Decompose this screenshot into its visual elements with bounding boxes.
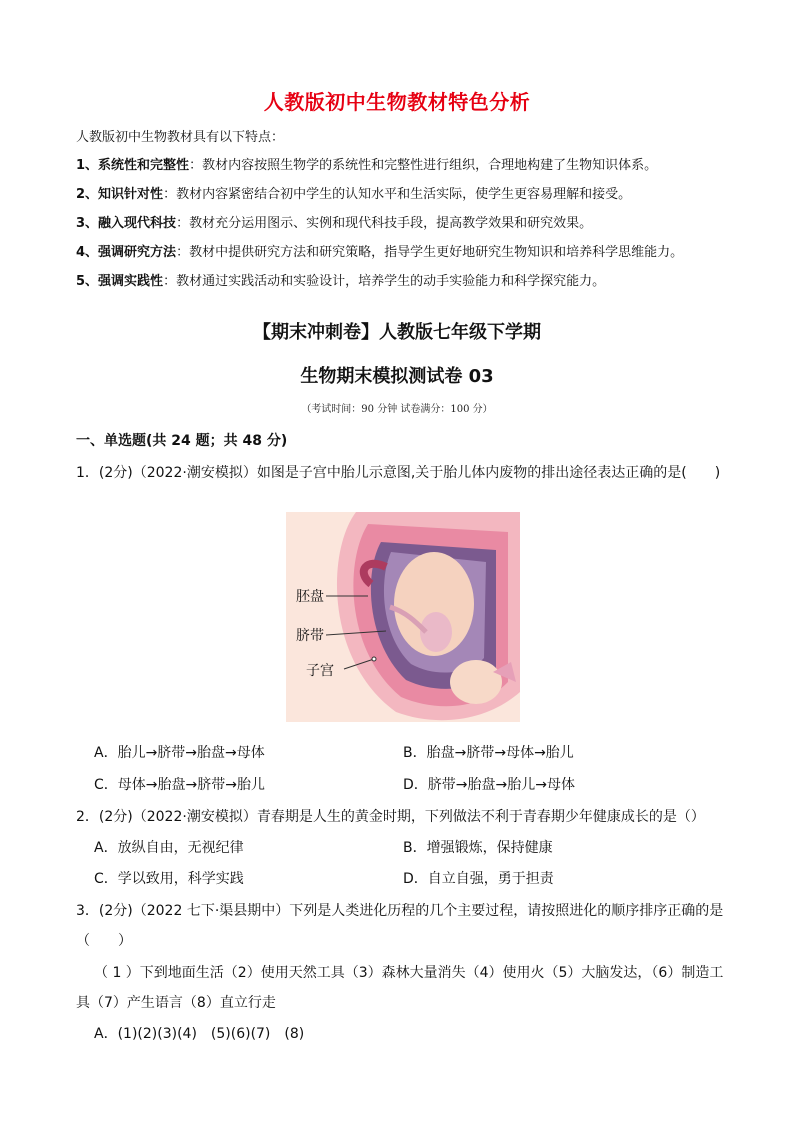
option-b[interactable]: B．胎盘→脐带→母体→胎儿: [403, 745, 574, 761]
feature-item: [76, 154, 657, 173]
label-placenta: 胚盘: [296, 589, 324, 605]
section-heading: 一、单选题(共 24 题；共 48 分): [76, 433, 288, 449]
option-a[interactable]: A．放纵自由，无视纪律: [94, 840, 244, 856]
label-umbilical-cord: 脐带: [296, 628, 324, 644]
option-d[interactable]: D．脐带→胎盘→胎儿→母体: [403, 777, 575, 793]
feature-text: ：教材内容紧密结合初中学生的认知水平和生活实际，使学生更容易理解和接受。: [163, 187, 632, 202]
label-uterus: 子宫: [306, 663, 334, 679]
exam-subtitle: 生物期末模拟测试卷 03: [300, 366, 494, 387]
feature-name: 强调实践性: [98, 274, 164, 289]
feature-name: 系统性和完整性: [98, 158, 190, 173]
option-d[interactable]: D．自立自强，勇于担责: [403, 871, 554, 887]
question-1-stem: 1．(2分)（2022·潮安模拟）如图是子宫中胎儿示意图,关于胎儿体内废物的排出途径表达正确的是( ): [76, 465, 721, 481]
feature-text: ：教材充分运用图示、实例和现代科技手段，提高教学效果和研究效果。: [176, 216, 593, 231]
option-c[interactable]: C．母体→胎盘→脐带→胎儿: [94, 777, 265, 793]
feature-item: [76, 212, 592, 231]
option-b[interactable]: B．增强锻炼，保持健康: [403, 840, 553, 856]
feature-name: 知识针对性: [98, 187, 164, 202]
intro-text: 人教版初中生物教材具有以下特点：: [76, 130, 285, 145]
page-title: 人教版初中生物教材特色分析: [263, 90, 531, 114]
feature-num: 1、: [76, 158, 99, 173]
feature-num: 4、: [76, 245, 99, 260]
feature-text: ：教材内容按照生物学的系统性和完整性进行组织，合理地构建了生物知识体系。: [189, 158, 658, 173]
feature-item: [76, 270, 605, 289]
feature-name: 融入现代科技: [98, 216, 177, 231]
question-3-body-cont: 具（7）产生语言（8）直立行走: [76, 995, 276, 1011]
feature-text: ：教材通过实践活动和实验设计，培养学生的动手实验能力和科学探究能力。: [163, 274, 606, 289]
feature-text: ：教材中提供研究方法和研究策略，指导学生更好地研究生物知识和培养科学思维能力。: [176, 245, 684, 260]
option-a[interactable]: A．(1)(2)(3)(4) (5)(6)(7) (8): [94, 1026, 305, 1042]
question-3-stem-cont: （ ）: [76, 933, 132, 949]
option-a[interactable]: A．胎儿→脐带→胎盘→母体: [94, 745, 265, 761]
exam-title: 【期末冲刺卷】人教版七年级下学期: [253, 322, 541, 343]
question-2-stem: 2．(2分)（2022·潮安模拟）青春期是人生的黄金时期，下列做法不利于青春期少年健康成长的是（）: [76, 809, 705, 825]
feature-item: [76, 241, 683, 260]
feature-num: 2、: [76, 187, 99, 202]
feature-num: 5、: [76, 274, 99, 289]
question-3-stem: 3．(2分)（2022 七下·渠县期中）下列是人类进化历程的几个主要过程，请按照进化的顺序排序正确的是: [76, 903, 724, 919]
exam-time-note: （考试时间：90 分钟 试卷满分：100 分）: [301, 404, 493, 415]
feature-num: 3、: [76, 216, 99, 231]
question-3-body: （ 1 ）下到地面生活（2）使用天然工具（3）森林大量消失（4）使用火（5）大脑发达，（6）制造工: [94, 965, 724, 981]
fetus-diagram: [286, 512, 520, 722]
option-c[interactable]: C．学以致用，科学实践: [94, 871, 244, 887]
label-leader-lines: [326, 587, 406, 677]
feature-name: 强调研究方法: [98, 245, 177, 260]
feature-item: [76, 183, 631, 202]
